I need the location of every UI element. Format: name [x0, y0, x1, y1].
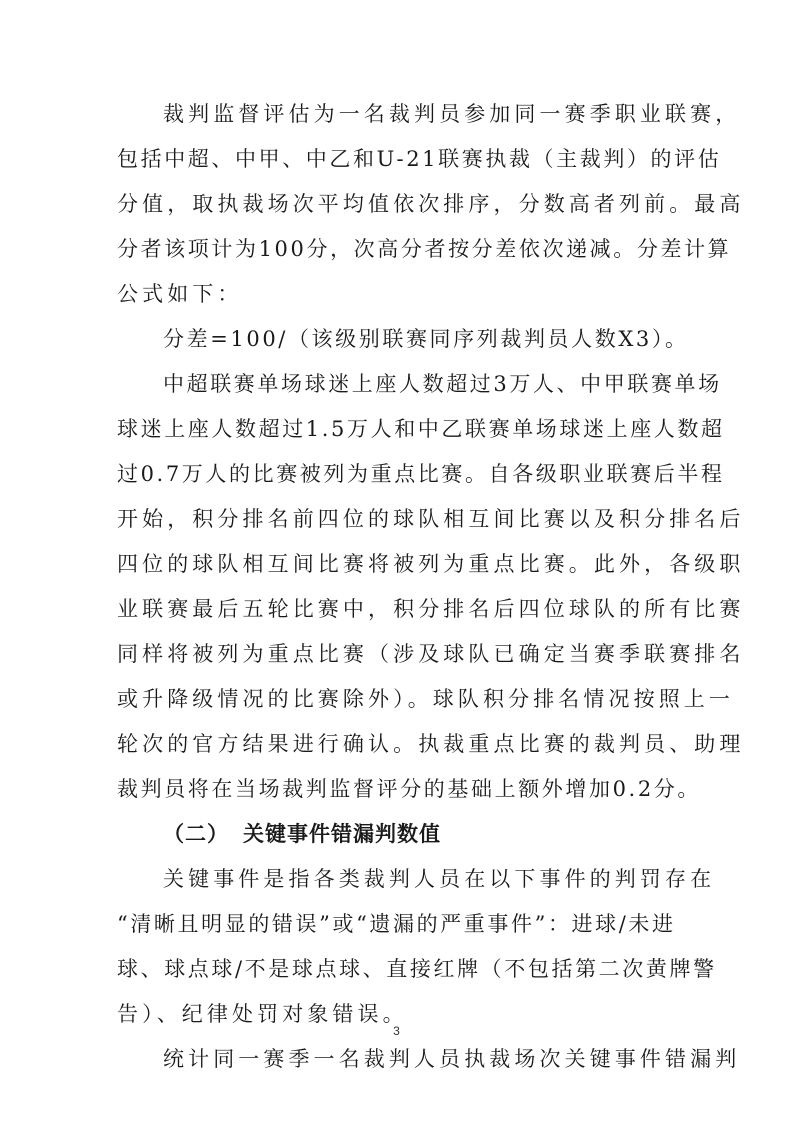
formula-line: 分差=100/（该级别联赛同序列裁判员人数X3）。 [163, 327, 689, 351]
paragraph-line: 过0.7万人的比赛被列为重点比赛。自各级职业联赛后半程 [117, 462, 725, 486]
paragraph-line: 四位的球队相互间比赛将被列为重点比赛。此外，各级职 [117, 552, 745, 576]
paragraph-line: 或升降级情况的比赛除外）。球队积分排名情况按照上一 [117, 687, 734, 711]
section-heading [163, 820, 441, 848]
paragraph-line: “清晰且明显的错误”或“遗漏的严重事件”：进球/未进 [117, 912, 676, 936]
section-number: （二） [163, 822, 229, 846]
paragraph-line: 关键事件是指各类裁判人员在以下事件的判罚存在 [163, 867, 716, 891]
paragraph-line: 业联赛最后五轮比赛中，积分排名后四位球队的所有比赛 [117, 597, 745, 621]
paragraph-line: 中超联赛单场球迷上座人数超过3万人、中甲联赛单场 [163, 372, 722, 396]
page-number: 3 [393, 1024, 400, 1038]
paragraph-line: 告）、纪律处罚对象错误。 [117, 1002, 408, 1026]
paragraph-line: 包括中超、中甲、中乙和U-21联赛执裁（主裁判）的评估 [117, 147, 722, 171]
paragraph-line: 球、球点球/不是球点球、直接红牌（不包括第二次黄牌警 [117, 957, 717, 981]
paragraph-line: 统计同一赛季一名裁判人员执裁场次关键事件错漏判 [163, 1047, 741, 1071]
paragraph-line: 同样将被列为重点比赛（涉及球队已确定当赛季联赛排名 [117, 642, 745, 666]
paragraph-line: 分者该项计为100分，次高分者按分差依次递减。分差计算 [117, 237, 732, 261]
paragraph-line: 裁判监督评估为一名裁判员参加同一赛季职业联赛， [163, 102, 741, 126]
paragraph-line: 裁判员将在当场裁判监督评分的基础上额外增加0.2分。 [117, 777, 701, 801]
paragraph-line: 分值，取执裁场次平均值依次排序，分数高者列前。最高 [117, 192, 745, 216]
paragraph-line: 轮次的官方结果进行确认。执裁重点比赛的裁判员、助理 [117, 732, 745, 756]
paragraph-line: 球迷上座人数超过1.5万人和中乙联赛单场球迷上座人数超 [117, 417, 725, 441]
paragraph-line: 公式如下： [117, 282, 243, 306]
section-title: 关键事件错漏判数值 [243, 822, 441, 846]
paragraph-line: 开始，积分排名前四位的球队相互间比赛以及积分排名后 [117, 507, 745, 531]
